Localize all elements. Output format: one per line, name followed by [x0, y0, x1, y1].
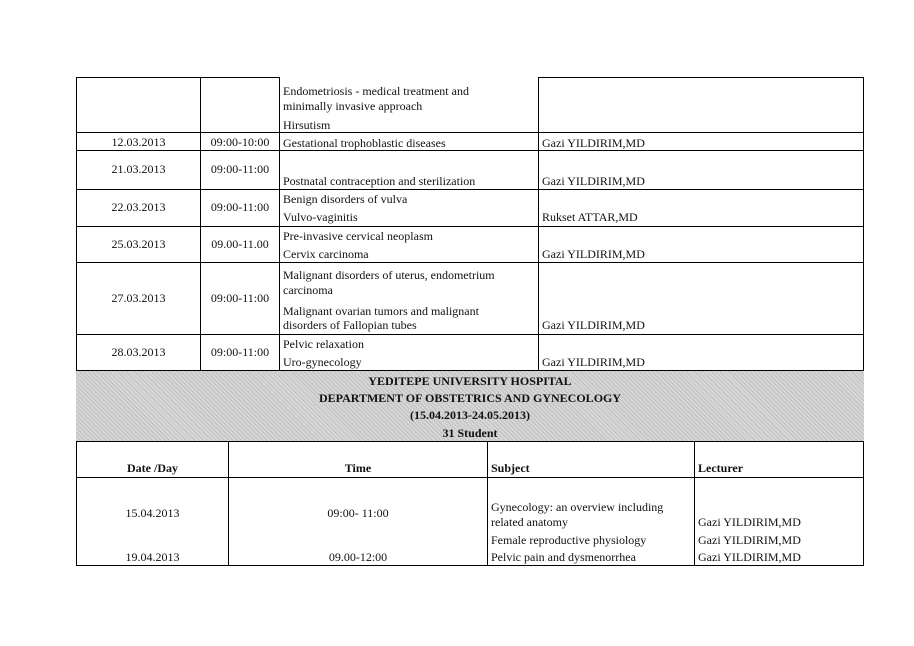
lecturer-cell: Gazi YILDIRIM,MD	[542, 355, 645, 369]
subject-text: Benign disorders of vulva	[283, 192, 408, 206]
lecturer-cell: Gazi YILDIRIM,MD	[698, 550, 801, 564]
lecturer-cell: Gazi YILDIRIM,MD	[542, 174, 645, 188]
divider	[76, 565, 864, 566]
divider	[200, 77, 201, 371]
divider	[76, 77, 77, 371]
divider	[76, 189, 864, 190]
subject-text: Gestational trophoblastic diseases	[283, 136, 446, 150]
divider	[76, 334, 864, 335]
lecturer-cell: Rukset ATTAR,MD	[542, 210, 638, 224]
time-cell: 09:00-11:00	[210, 200, 270, 214]
subject-text: Uro-gynecology	[283, 355, 362, 369]
subject-text: Hirsutism	[283, 118, 331, 132]
subject-text: disorders of Fallopian tubes	[283, 318, 417, 332]
lecturer-cell: Gazi YILDIRIM,MD	[542, 247, 645, 261]
subject-text: minimally invasive approach	[283, 99, 423, 113]
divider	[863, 77, 864, 371]
date-cell: 22.03.2013	[111, 200, 166, 214]
divider	[279, 77, 280, 371]
date-cell: 27.03.2013	[111, 291, 166, 305]
time-cell: 09.00-12:00	[328, 550, 388, 564]
divider	[76, 150, 864, 151]
banner-department: DEPARTMENT OF OBSTETRICS AND GYNECOLOGY	[318, 391, 622, 405]
subject-text: Postnatal contraception and sterilization	[283, 174, 476, 188]
time-cell: 09:00- 11:00	[327, 506, 389, 520]
lecturer-cell: Gazi YILDIRIM,MD	[698, 515, 801, 529]
divider	[694, 441, 695, 566]
divider	[487, 441, 488, 566]
subject-text: Pelvic pain and dysmenorrhea	[491, 550, 636, 564]
subject-text: Female reproductive physiology	[491, 533, 647, 547]
divider	[76, 441, 864, 442]
date-cell: 15.04.2013	[125, 506, 180, 520]
header-subject: Subject	[491, 461, 530, 475]
subject-text: Gynecology: an overview including	[491, 500, 664, 514]
time-cell: 09:00-10:00	[210, 135, 270, 149]
header-date: Date /Day	[127, 461, 178, 475]
header-lecturer: Lecturer	[698, 461, 744, 475]
divider	[863, 441, 864, 566]
divider	[76, 132, 864, 133]
date-cell: 28.03.2013	[111, 345, 166, 359]
divider	[76, 226, 864, 227]
divider	[538, 77, 539, 371]
subject-text: Pelvic relaxation	[283, 337, 364, 351]
divider	[538, 77, 864, 78]
divider	[76, 262, 864, 263]
banner-hospital: YEDITEPE UNIVERSITY HOSPITAL	[368, 374, 572, 388]
divider	[228, 441, 229, 566]
banner-students: 31 Student	[442, 426, 498, 440]
lecturer-cell: Gazi YILDIRIM,MD	[542, 318, 645, 332]
date-cell: 21.03.2013	[111, 162, 166, 176]
subject-text: Malignant disorders of uterus, endometrium	[283, 268, 495, 282]
subject-text: Endometriosis - medical treatment and	[283, 84, 469, 98]
divider	[76, 477, 864, 478]
lecturer-cell: Gazi YILDIRIM,MD	[698, 533, 801, 547]
subject-text: related anatomy	[491, 515, 568, 529]
time-cell: 09:00-11:00	[210, 291, 270, 305]
subject-text: Vulvo-vaginitis	[283, 210, 358, 224]
subject-text: Pre-invasive cervical neoplasm	[283, 229, 433, 243]
header-time: Time	[344, 461, 372, 475]
time-cell: 09.00-11.00	[211, 237, 269, 251]
subject-text: Cervix carcinoma	[283, 247, 369, 261]
date-cell: 19.04.2013	[125, 550, 180, 564]
date-cell: 25.03.2013	[111, 237, 166, 251]
divider	[76, 441, 77, 566]
divider	[76, 77, 280, 78]
banner-dates: (15.04.2013-24.05.2013)	[410, 408, 530, 422]
date-cell: 12.03.2013	[111, 135, 166, 149]
time-cell: 09:00-11:00	[210, 162, 270, 176]
lecturer-cell: Gazi YILDIRIM,MD	[542, 136, 645, 150]
subject-text: carcinoma	[283, 283, 333, 297]
time-cell: 09:00-11:00	[210, 345, 270, 359]
subject-text: Malignant ovarian tumors and malignant	[283, 304, 479, 318]
